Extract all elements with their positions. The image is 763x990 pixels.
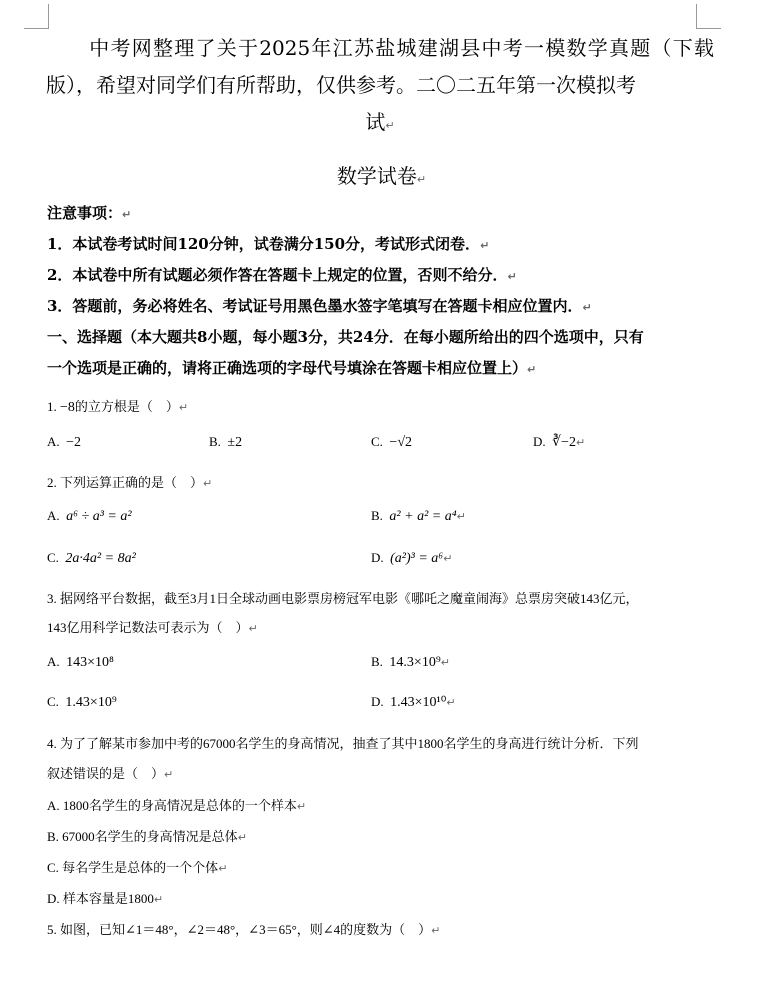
notice-item-3: 3．答题前，务必将姓名、考试证号用黑色墨水签字笔填写在答题卡相应位置内．↵ (47, 297, 592, 315)
question-3-stem-line2: 143亿用科学记数法可表示为（ ）↵ (47, 620, 258, 635)
q4-option-c: C. 每名学生是总体的一个个体↵ (47, 860, 228, 875)
intro-paragraph (46, 30, 714, 144)
intro-text: 中考网整理了关于2025年江苏盐城建湖县中考一模数学真题（下载版），希望对同学们有所帮助，仅供参考。二〇二五年第一次模拟考 (46, 36, 714, 97)
intro-text-end: 试↵ (365, 110, 395, 134)
exam-title: 数学试卷↵ (336, 164, 427, 188)
q1-option-d: D. ∛−2↵ (533, 434, 586, 450)
q1-option-c: C. −√2 (371, 434, 413, 450)
q3-option-b: B. 14.3×10⁹↵ (371, 654, 450, 670)
question-1-stem: 1. −8的立方根是（ ）↵ (47, 399, 189, 415)
notice-heading: 注意事项：↵ (47, 204, 132, 222)
notice-item-2: 2．本试卷中所有试题必须作答在答题卡上规定的位置，否则不给分．↵ (47, 266, 517, 284)
q3-option-a: A. 143×10⁸ (47, 654, 114, 670)
q4-option-d: D. 样本容量是1800↵ (47, 891, 164, 906)
section-heading-line2: 一个选项是正确的，请将正确选项的字母代号填涂在答题卡相应位置上）↵ (47, 359, 537, 377)
q2-option-c: C. 2a·4a² = 8a² (47, 550, 136, 566)
q1-option-b: B. ±2 (209, 434, 243, 450)
q2-option-a: A. a⁶ ÷ a³ = a² (47, 508, 132, 524)
q1-option-a: A. −2 (47, 434, 82, 450)
question-3-stem-line1: 3. 据网络平台数据，截至3月1日全球动画电影票房榜冠军电影《哪吒之魔童闹海》总票房突破143亿元， (47, 591, 639, 606)
question-4-stem-line2: 叙述错误的是（ ）↵ (47, 766, 174, 781)
question-4-stem-line1: 4. 为了了解某市参加中考的67000名学生的身高情况，抽查了其中1800名学生的身高进行统计分析．下列 (47, 736, 639, 751)
q4-option-b: B. 67000名学生的身高情况是总体↵ (47, 829, 247, 844)
q4-option-a: A. 1800名学生的身高情况是总体的一个样本↵ (47, 798, 307, 813)
q3-option-d: D. 1.43×10¹⁰↵ (371, 694, 456, 710)
page-corner-mark-right (696, 4, 721, 29)
section-heading-line1: 一、选择题（本大题共8小题，每小题3分，共24分．在每小题所给出的四个选项中，只有 (47, 328, 644, 346)
q2-option-d: D. (a²)³ = a⁶↵ (371, 550, 453, 566)
q3-option-c: C. 1.43×10⁹ (47, 694, 117, 710)
notice-item-1: 1．本试卷考试时间120分钟，试卷满分150分，考试形式闭卷．↵ (47, 235, 490, 253)
question-5-stem: 5. 如图，已知∠1＝48°，∠2＝48°，∠3＝65°，则∠4的度数为（ ）↵ (47, 922, 441, 937)
page-corner-mark-left (24, 4, 49, 29)
q2-option-b: B. a² + a² = a⁴↵ (371, 508, 466, 524)
question-2-stem: 2. 下列运算正确的是（ ）↵ (47, 475, 213, 490)
